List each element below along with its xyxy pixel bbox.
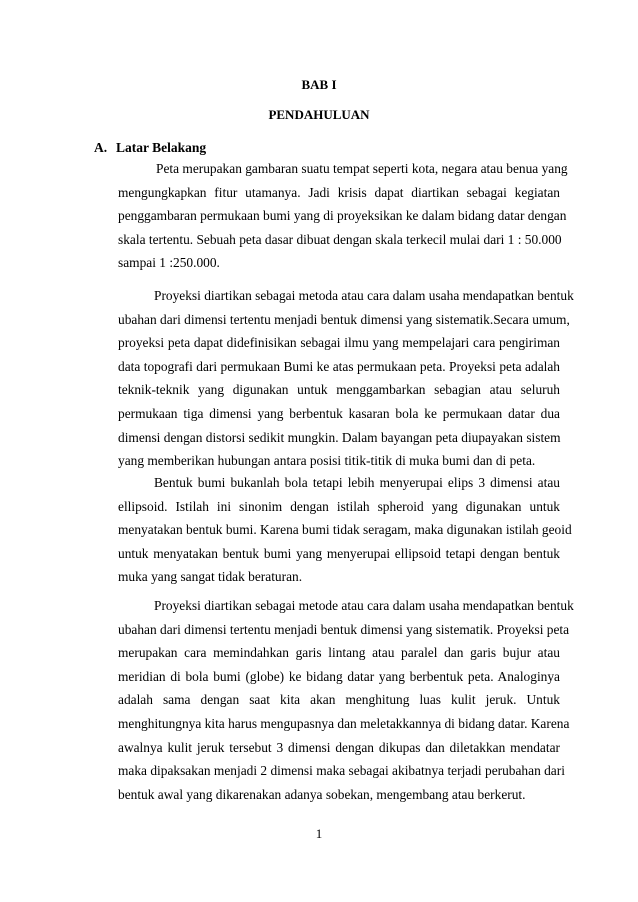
paragraph-line: ubahan dari dimensi tertentu menjadi bentuk dimensi yang sistematik.Secara umum, bbox=[118, 311, 570, 327]
paragraph-line: muka yang sangat tidak beraturan. bbox=[118, 569, 303, 585]
section-title: Latar Belakang bbox=[116, 140, 207, 155]
paragraph-line: awalnya kulit jeruk tersebut 3 dimensi dengan dikupas dan diletakkan mendatar bbox=[118, 739, 560, 755]
paragraph bbox=[118, 157, 568, 275]
paragraph-line: sampai 1 :250.000. bbox=[118, 255, 220, 271]
paragraph-line: menyatakan bentuk bumi. Karena bumi tidak seragam, maka digunakan istilah geoid bbox=[118, 522, 572, 538]
paragraph-line: Bentuk bumi bukanlah bola tetapi lebih menyerupai elips 3 dimensi atau bbox=[154, 475, 560, 490]
paragraph-line: proyeksi peta dapat didefinisikan sebagai ilmu yang mempelajari cara pengiriman bbox=[118, 335, 560, 351]
paragraph-line: penggambaran permukaan bumi yang di proyeksikan ke dalam bidang datar dengan bbox=[118, 208, 567, 224]
section-marker: A. bbox=[94, 140, 108, 155]
paragraph-line: bentuk awal yang dikarenakan adanya sobekan, mengembang atau berkerut. bbox=[118, 786, 526, 802]
paragraph-line: merupakan cara memindahkan garis lintang atau paralel dan garis bujur atau bbox=[118, 645, 560, 661]
paragraph-line: maka dipaksakan menjadi 2 dimensi maka sebagai akibatnya terjadi perubahan dari bbox=[118, 763, 565, 779]
paragraph-line: data topografi dari permukaan Bumi ke atas permukaan peta. Proyeksi peta adalah bbox=[118, 358, 560, 374]
paragraph-line: yang memberikan hubungan antara posisi titik-titik di muka bumi dan di peta. bbox=[118, 453, 536, 469]
paragraph-line: mengungkapkan fitur utamanya. Jadi krisis dapat diartikan sebagai kegiatan bbox=[118, 184, 560, 200]
chapter-title: PENDAHULUAN bbox=[268, 107, 370, 122]
paragraph-line: permukaan tiga dimensi yang berbentuk kasaran bola ke permukaan datar dua bbox=[118, 405, 560, 421]
chapter-number: BAB I bbox=[301, 77, 337, 92]
paragraph bbox=[118, 471, 572, 589]
paragraph-line: ubahan dari dimensi tertentu menjadi bentuk dimensi yang sistematik. Proyeksi peta bbox=[118, 621, 570, 637]
paragraph-line: ellipsoid. Istilah ini sinonim dengan istilah spheroid yang digunakan untuk bbox=[118, 498, 560, 514]
paragraph bbox=[118, 284, 574, 473]
paragraph-line: Proyeksi diartikan sebagai metode atau cara dalam usaha mendapatkan bentuk bbox=[154, 598, 574, 613]
paragraph-line: menghitungnya kita harus mengupasnya dan meletakkannya di bidang datar. Karena bbox=[118, 715, 570, 731]
paragraph-line: Proyeksi diartikan sebagai metoda atau cara dalam usaha mendapatkan bentuk bbox=[154, 288, 574, 303]
paragraph-line: dimensi dengan distorsi sedikit mungkin. Dalam bayangan peta diupayakan sistem bbox=[118, 429, 561, 445]
paragraph bbox=[118, 594, 574, 806]
section-heading bbox=[94, 140, 206, 156]
paragraph-line: meridian di bola bumi (globe) ke bidang datar yang berbentuk peta. Analoginya bbox=[118, 668, 560, 684]
paragraph-line: teknik-teknik yang digunakan untuk menggambarkan sebagian atau seluruh bbox=[118, 382, 560, 398]
page-number: 1 bbox=[315, 826, 323, 841]
paragraph-line: untuk menyatakan bentuk bumi yang menyerupai ellipsoid tetapi dengan bentuk bbox=[118, 545, 560, 561]
paragraph-line: skala tertentu. Sebuah peta dasar dibuat dengan skala terkecil mulai dari 1 : 50.000 bbox=[118, 231, 562, 247]
paragraph-line: adalah sama dengan saat kita akan menghitung luas kulit jeruk. Untuk bbox=[118, 692, 560, 708]
paragraph-line: Peta merupakan gambaran suatu tempat seperti kota, negara atau benua yang bbox=[156, 161, 568, 176]
